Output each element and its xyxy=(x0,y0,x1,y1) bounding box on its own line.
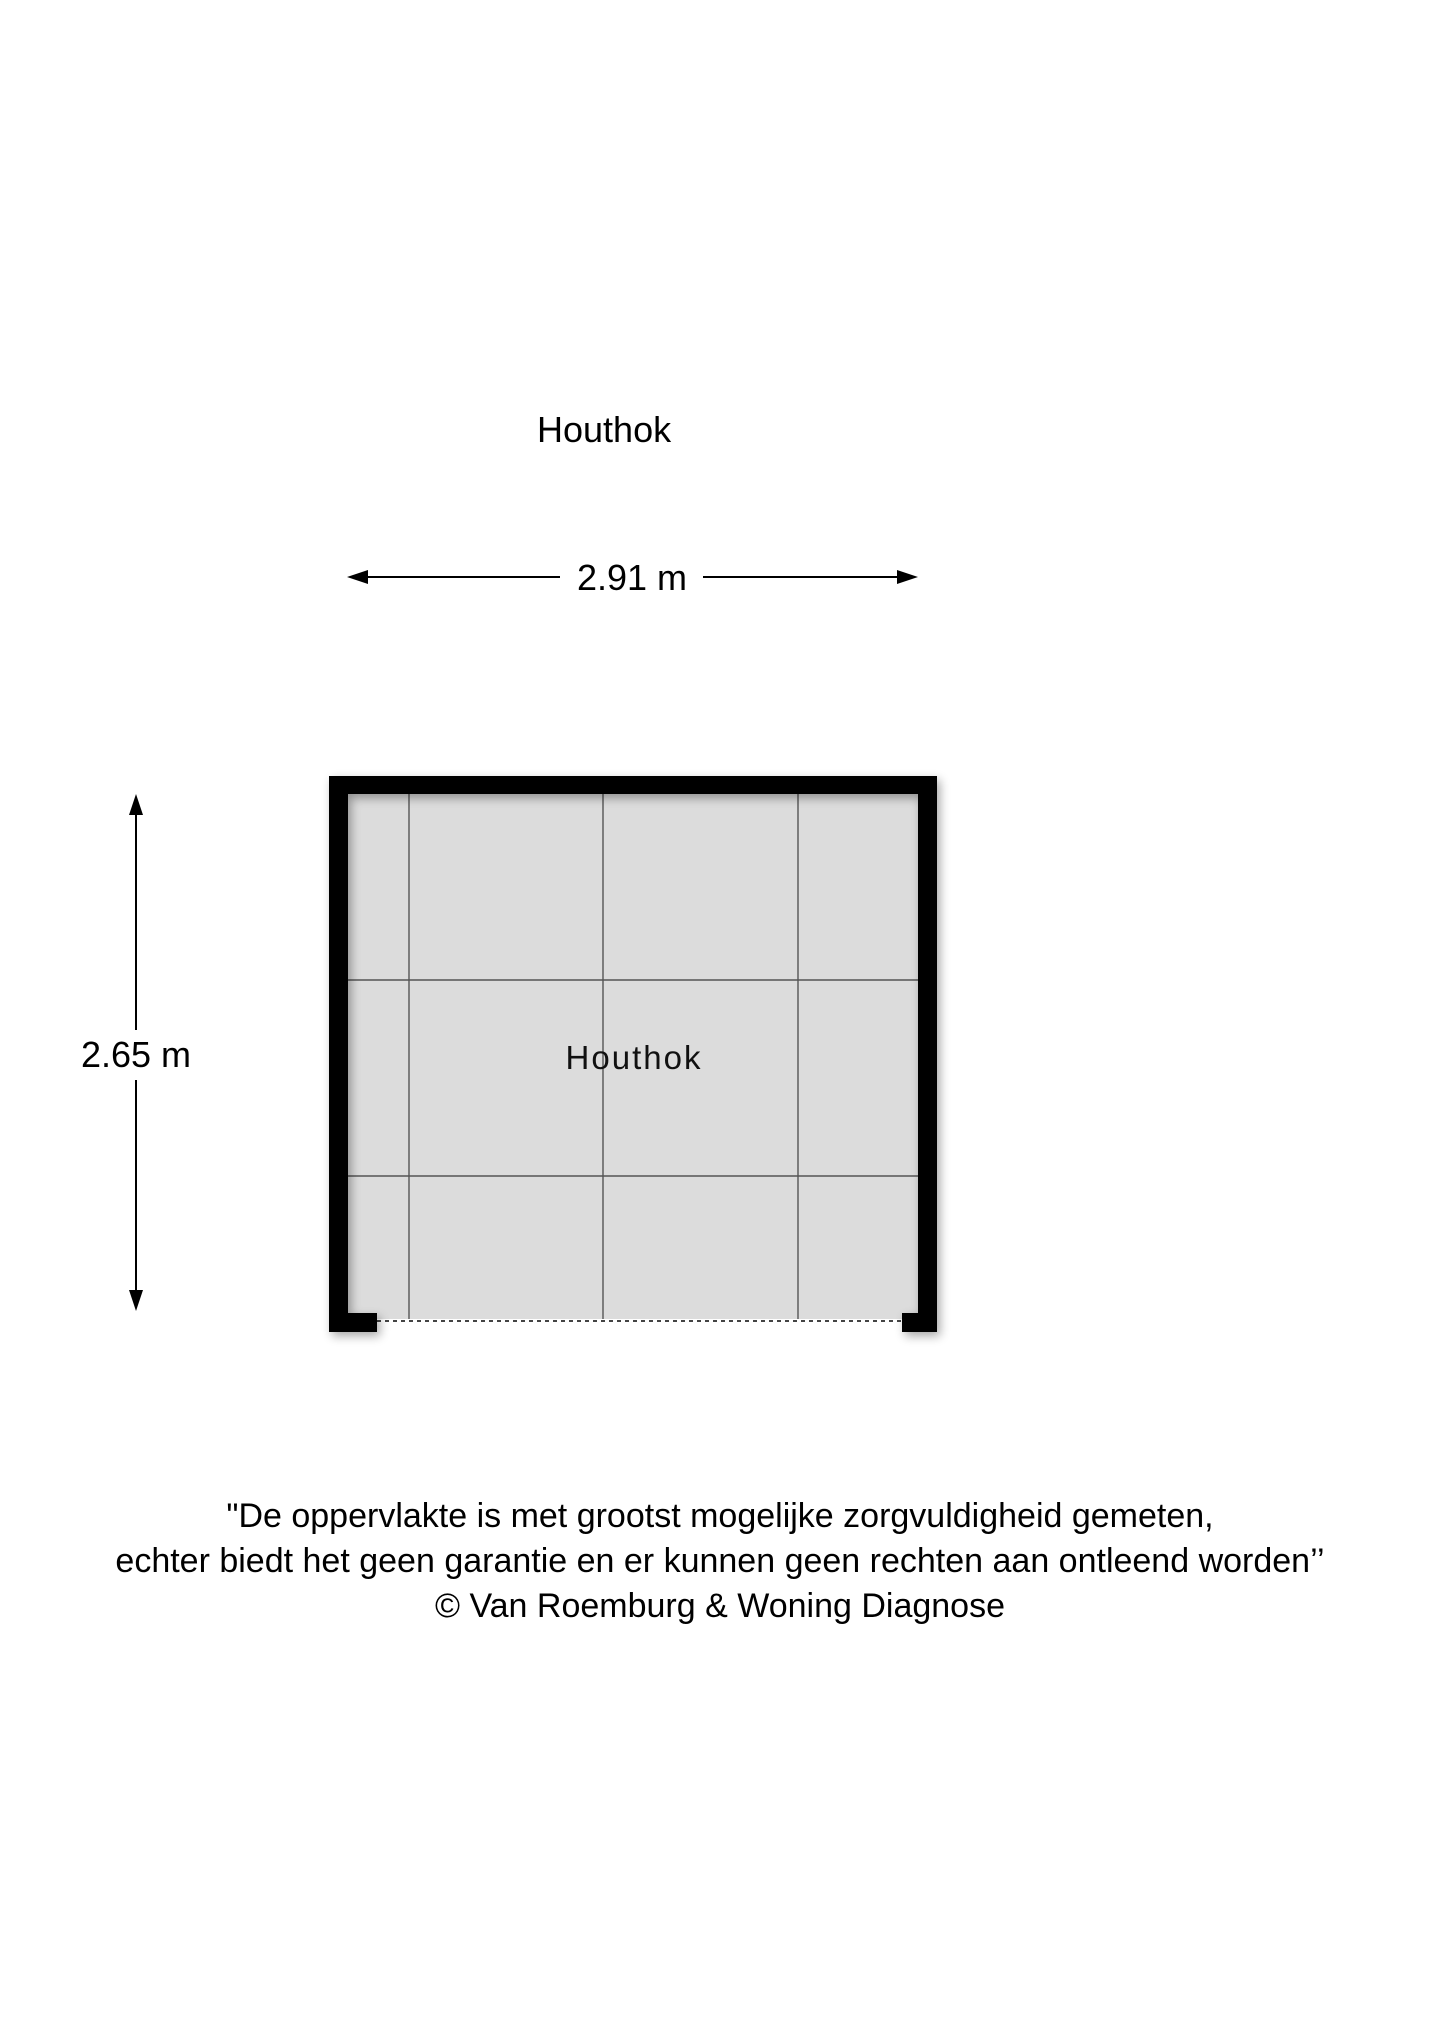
height-dimension xyxy=(81,794,191,1311)
width-dimension-label: 2.91 m xyxy=(576,557,688,598)
arrow-left-icon xyxy=(347,570,368,584)
height-dimension-label: 2.65 m xyxy=(80,1034,192,1075)
room-label: Houthok xyxy=(565,1039,703,1076)
arrow-down-icon xyxy=(129,1290,143,1311)
disclaimer-line-2: echter biedt het geen garantie en er kunnen geen rechten aan ontleend worden’’ xyxy=(115,1542,1325,1580)
plan-title: Houthok xyxy=(537,409,672,450)
disclaimer-copyright: © Van Roemburg & Woning Diagnose xyxy=(435,1587,1005,1625)
arrow-up-icon xyxy=(129,794,143,815)
arrow-right-icon xyxy=(897,570,918,584)
disclaimer-line-1: "De oppervlakte is met grootst mogelijke zorgvuldigheid gemeten, xyxy=(226,1497,1214,1535)
width-dimension xyxy=(347,557,918,598)
disclaimer xyxy=(0,1494,1440,1629)
